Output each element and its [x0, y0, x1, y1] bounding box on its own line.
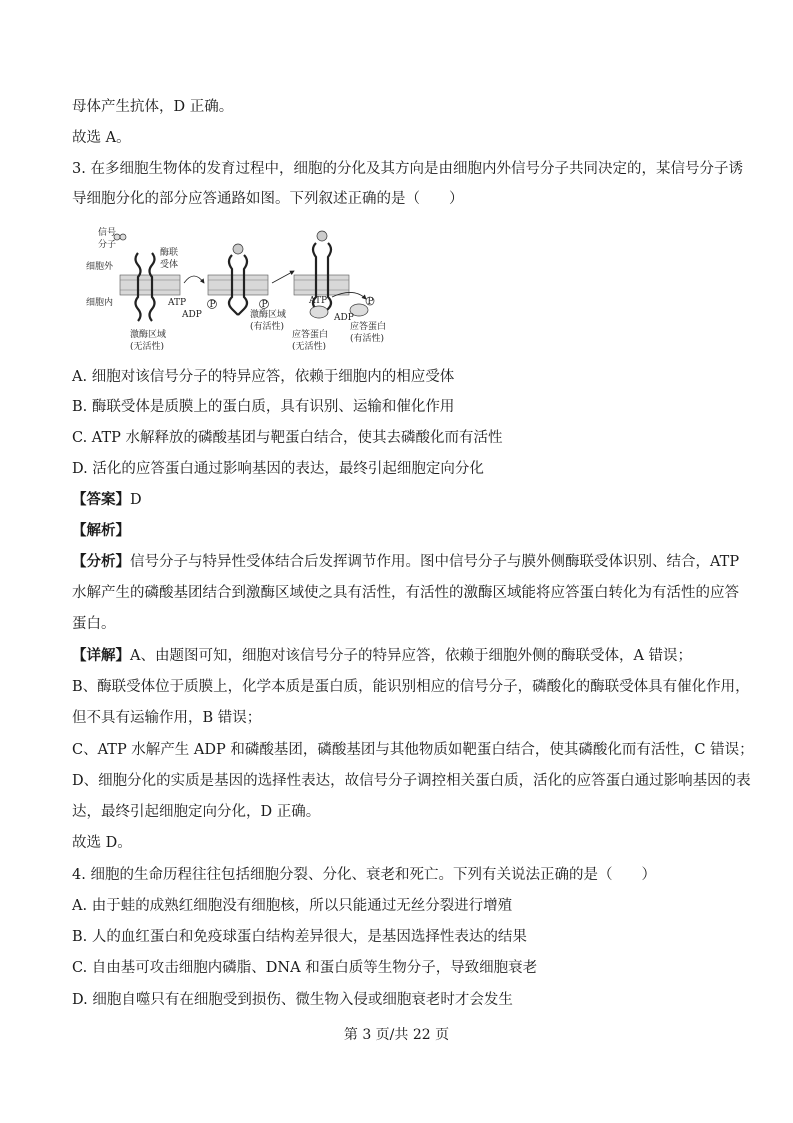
- option-d: D. 细胞自噬只有在细胞受到损伤、微生物入侵或细胞衰老时才会发生: [72, 992, 513, 1008]
- label-outside: 细胞外: [86, 262, 114, 272]
- label-enzyme-1: 酶联: [160, 248, 179, 258]
- text-line: 母体产生抗体，D 正确。: [72, 99, 234, 115]
- label-response-active: 应答蛋白: [350, 322, 387, 332]
- fenxi-tag: 【分析】: [72, 553, 130, 570]
- analysis-line: [72, 552, 739, 572]
- question-4-stem: 4. 细胞的生命历程往往包括细胞分裂、分化、衰老和死亡。下列有关说法正确的是（ ）: [72, 867, 656, 883]
- label-kinase-active-state: (有活性): [250, 322, 285, 332]
- analysis-line: 蛋白。: [72, 616, 116, 632]
- answer-line: [72, 490, 142, 510]
- detail-line: C、ATP 水解产生 ADP 和磷酸基团，磷酸基团与其他物质如靶蛋白结合，使其磷酸化而有活性，C 错误；: [72, 742, 754, 758]
- label-inside: 细胞内: [86, 298, 114, 308]
- label-molecule: 分子: [98, 240, 117, 250]
- label-response-active-state: (有活性): [350, 334, 385, 344]
- option-a: A. 细胞对该信号分子的特异应答，依赖于细胞内的相应受体: [72, 369, 455, 385]
- label-signal: 信号: [98, 228, 117, 238]
- option-b: B. 人的血红蛋白和免疫球蛋白结构差异很大，是基因选择性表达的结果: [72, 929, 527, 945]
- membrane-panel-2: [208, 244, 269, 315]
- fenxi-text: 信号分子与特异性受体结合后发挥调节作用。图中信号分子与膜外侧酶联受体识别、结合，ATP: [130, 554, 740, 570]
- label-atp: ATP: [168, 298, 187, 308]
- label-atp-2: ATP: [309, 296, 328, 306]
- detail-line: [72, 646, 692, 666]
- label-adp-2: ADP: [334, 313, 354, 323]
- answer-value: D: [130, 492, 142, 508]
- xiangjie-text: A、由题图可知，细胞对该信号分子的特异应答，依赖于细胞外侧的酶联受体，A 错误；: [130, 648, 693, 664]
- label-kinase-inactive: 激酶区域: [130, 330, 167, 340]
- membrane-panel-3: [294, 231, 374, 318]
- question-3-stem: 3. 在多细胞生物体的发育过程中，细胞的分化及其方向是由细胞内外信号分子共同决定的，某信号分子诱: [72, 161, 743, 177]
- page-footer: 第 3 页/共 22 页: [343, 1027, 450, 1043]
- analysis-line: 水解产生的磷酸基团结合到激酶区域使之具有活性，有活性的激酶区域能将应答蛋白转化为有活性的应答: [72, 585, 739, 601]
- label-response-inactive: 应答蛋白: [292, 330, 329, 340]
- option-a: A. 由于蛙的成熟红细胞没有细胞核，所以只能通过无丝分裂进行增殖: [72, 898, 513, 914]
- question-3-stem-cont: 导细胞分化的部分应答通路如图。下列叙述正确的是（ ）: [72, 191, 464, 207]
- analysis-tag: 【解析】: [72, 522, 130, 539]
- detail-line: 故选 D。: [72, 835, 132, 851]
- text-line: 故选 A。: [72, 130, 131, 146]
- detail-line: 达，最终引起细胞定向分化，D 正确。: [72, 804, 321, 820]
- label-phosphate: P: [367, 297, 374, 307]
- label-phosphate: P: [209, 300, 216, 310]
- label-kinase-active: 激酶区域: [250, 310, 287, 320]
- label-kinase-inactive-state: (无活性): [130, 342, 165, 350]
- option-d: D. 活化的应答蛋白通过影响基因的表达，最终引起细胞定向分化: [72, 461, 484, 477]
- signal-pathway-diagram: [84, 225, 404, 350]
- label-response-inactive-state: (无活性): [292, 342, 327, 350]
- detail-line: D、细胞分化的实质是基因的选择性表达，故信号分子调控相关蛋白质，活化的应答蛋白通过影响基因的表: [72, 773, 751, 789]
- label-phosphate: P: [261, 300, 268, 310]
- answer-tag: 【答案】: [72, 491, 130, 508]
- option-c: C. ATP 水解释放的磷酸基团与靶蛋白结合，使其去磷酸化而有活性: [72, 430, 503, 446]
- xiangjie-tag: 【详解】: [72, 647, 130, 664]
- label-adp: ADP: [182, 310, 202, 320]
- option-b: B. 酶联受体是质膜上的蛋白质，具有识别、运输和催化作用: [72, 399, 455, 415]
- detail-line: 但不具有运输作用，B 错误；: [72, 710, 262, 726]
- option-c: C. 自由基可攻击细胞内磷脂、DNA 和蛋白质等生物分子，导致细胞衰老: [72, 960, 538, 976]
- label-enzyme-2: 受体: [160, 260, 179, 270]
- detail-line: B、酶联受体位于质膜上，化学本质是蛋白质，能识别相应的信号分子，磷酸化的酶联受体具有催化作用，: [72, 679, 750, 695]
